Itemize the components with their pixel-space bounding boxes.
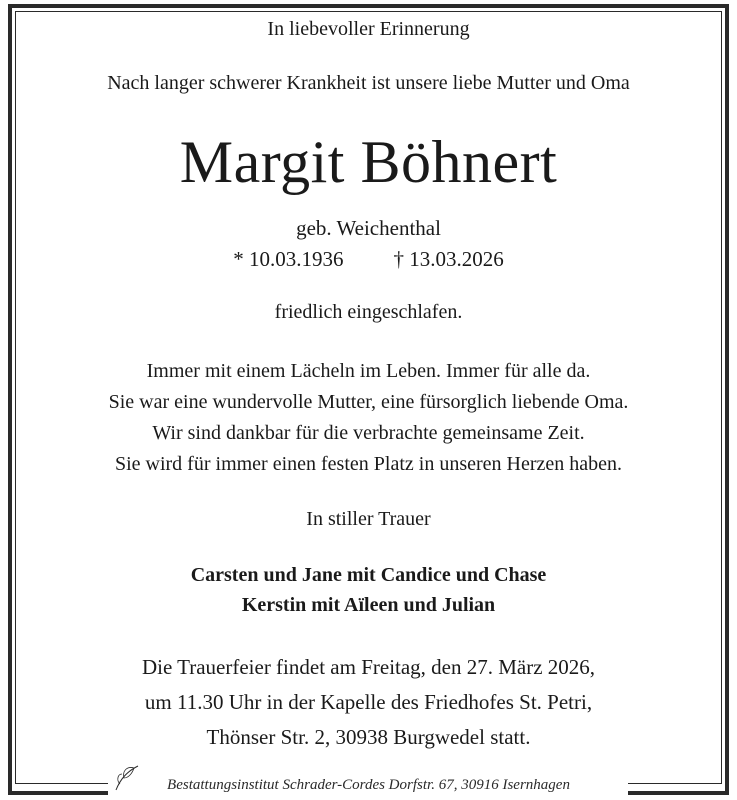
intro-text: Nach langer schwerer Krankheit ist unsere liebe Mutter und Oma bbox=[107, 72, 630, 94]
service-line: Thönser Str. 2, 30938 Burgwedel statt. bbox=[206, 725, 531, 749]
passed-text: friedlich eingeschlafen. bbox=[274, 301, 463, 323]
life-dates bbox=[0, 247, 737, 272]
mourner-line: Carsten und Jane mit Candice und Chase bbox=[190, 564, 547, 586]
deceased-name: Margit Böhnert bbox=[179, 129, 558, 195]
service-line: um 11.30 Uhr in der Kapelle des Friedhofes St. Petri, bbox=[144, 690, 593, 714]
poem-block bbox=[0, 356, 737, 480]
poem-line: Wir sind dankbar für die verbrachte gemeinsame Zeit. bbox=[152, 422, 585, 444]
header-text: In liebevoller Erinnerung bbox=[267, 18, 470, 40]
mourner-line: Kerstin mit Aïleen und Julian bbox=[241, 594, 496, 616]
funeral-home-footer: Bestattungsinstitut Schrader-Cordes Dorfstr. 67, 30916 Isernhagen bbox=[167, 777, 570, 793]
birth-date: * 10.03.1936 bbox=[233, 247, 344, 271]
poem-line: Sie war eine wundervolle Mutter, eine fürsorglich liebende Oma. bbox=[108, 391, 629, 413]
death-date: † 13.03.2026 bbox=[393, 247, 504, 271]
service-line: Die Trauerfeier findet am Freitag, den 27. März 2026, bbox=[141, 655, 596, 679]
service-block bbox=[0, 650, 737, 755]
maiden-name: geb. Weichenthal bbox=[296, 216, 441, 240]
poem-line: Sie wird für immer einen festen Platz in unseren Herzen haben. bbox=[114, 453, 623, 475]
mourning-heading: In stiller Trauer bbox=[306, 508, 431, 530]
poem-line: Immer mit einem Lächeln im Leben. Immer für alle da. bbox=[146, 360, 591, 382]
mourners-block bbox=[0, 560, 737, 620]
